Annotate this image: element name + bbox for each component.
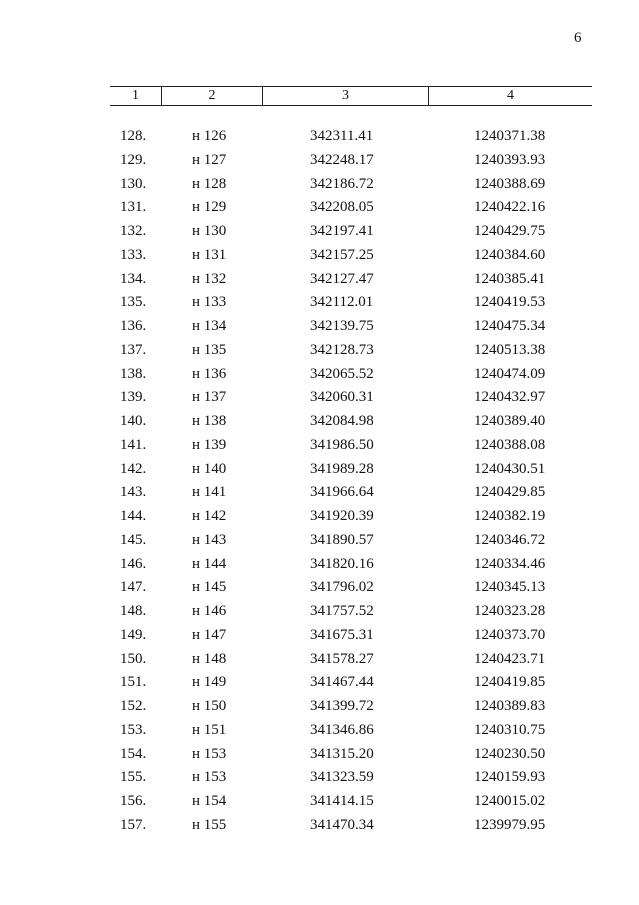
point-name: н 153 <box>192 745 227 762</box>
coordinate-y: 1240423.71 <box>474 650 546 667</box>
table-row <box>110 316 592 340</box>
coordinate-y: 1240429.85 <box>474 484 546 501</box>
point-name: н 135 <box>192 341 227 358</box>
coordinate-x: 342157.25 <box>310 246 374 263</box>
table-row <box>110 269 592 293</box>
point-name: н 151 <box>192 721 227 738</box>
point-name: н 153 <box>192 769 227 786</box>
row-number: 157. <box>120 816 147 833</box>
row-number: 138. <box>120 365 147 382</box>
coordinate-table-body <box>110 126 592 839</box>
coordinate-x: 341820.16 <box>310 555 374 572</box>
table-row <box>110 126 592 150</box>
row-number: 130. <box>120 175 147 192</box>
point-name: н 142 <box>192 508 227 524</box>
table-row <box>110 601 592 625</box>
row-number: 129. <box>120 151 147 168</box>
point-name: н 130 <box>192 223 227 239</box>
coordinate-x: 342311.41 <box>310 128 374 144</box>
row-number: 155. <box>120 769 147 786</box>
coordinate-y: 1240334.46 <box>474 555 546 572</box>
point-name: н 146 <box>192 603 227 619</box>
coordinate-y: 1240346.72 <box>474 531 546 548</box>
table-row <box>110 174 592 198</box>
coordinate-x: 341757.52 <box>310 603 374 619</box>
coordinate-y: 1240310.75 <box>474 721 546 738</box>
point-name: н 129 <box>192 199 227 216</box>
table-row <box>110 340 592 364</box>
point-name: н 139 <box>192 436 227 453</box>
point-name: н 132 <box>192 270 227 287</box>
coordinate-y: 1240159.93 <box>474 769 546 786</box>
table-row <box>110 744 592 768</box>
table-row <box>110 435 592 459</box>
table-row <box>110 696 592 720</box>
table-row <box>110 197 592 221</box>
coordinate-x: 341796.02 <box>310 579 374 596</box>
table-row <box>110 459 592 483</box>
table-row <box>110 530 592 554</box>
coordinate-y: 1240015.02 <box>474 793 546 809</box>
coordinate-x: 341470.34 <box>310 816 374 833</box>
row-number: 149. <box>120 626 147 643</box>
table-row <box>110 150 592 174</box>
row-number: 131. <box>120 199 147 216</box>
coordinate-y: 1240389.83 <box>474 698 546 714</box>
row-number: 146. <box>120 555 147 572</box>
point-name: н 150 <box>192 698 227 714</box>
row-number: 144. <box>120 508 147 524</box>
table-row <box>110 364 592 388</box>
coordinate-x: 342248.17 <box>310 151 374 168</box>
column-header-3: 3 <box>262 87 428 105</box>
row-number: 132. <box>120 223 147 239</box>
row-number: 156. <box>120 793 147 809</box>
row-number: 136. <box>120 318 147 334</box>
point-name: н 155 <box>192 816 227 833</box>
coordinate-y: 1240373.70 <box>474 626 546 643</box>
table-row <box>110 577 592 601</box>
coordinate-x: 341578.27 <box>310 650 374 667</box>
table-header <box>110 86 592 106</box>
table-row <box>110 387 592 411</box>
coordinate-x: 342208.05 <box>310 199 374 216</box>
coordinate-x: 341315.20 <box>310 745 374 762</box>
coordinate-y: 1240230.50 <box>474 745 546 762</box>
row-number: 142. <box>120 460 147 477</box>
coordinate-y: 1240432.97 <box>474 389 546 406</box>
coordinate-y: 1240513.38 <box>474 341 546 358</box>
row-number: 145. <box>120 531 147 548</box>
coordinate-x: 342127.47 <box>310 270 374 287</box>
point-name: н 137 <box>192 389 227 406</box>
row-number: 135. <box>120 294 147 311</box>
column-header-1: 1 <box>132 88 139 103</box>
coordinate-x: 342065.52 <box>310 365 374 382</box>
coordinate-y: 1240382.19 <box>474 508 546 524</box>
row-number: 140. <box>120 413 147 429</box>
coordinate-x: 342128.73 <box>310 341 374 358</box>
table-row <box>110 720 592 744</box>
coordinate-x: 341966.64 <box>310 484 374 501</box>
row-number: 150. <box>120 650 147 667</box>
row-number: 152. <box>120 698 147 714</box>
table-row <box>110 815 592 839</box>
coordinate-y: 1240385.41 <box>474 270 546 287</box>
page-number: 6 <box>574 30 582 46</box>
coordinate-x: 341346.86 <box>310 721 374 738</box>
row-number: 143. <box>120 484 147 501</box>
row-number: 147. <box>120 579 147 596</box>
coordinate-y: 1240419.53 <box>474 294 546 311</box>
table-row <box>110 245 592 269</box>
coordinate-x: 342084.98 <box>310 413 374 429</box>
coordinate-y: 1240388.08 <box>474 436 546 453</box>
point-name: н 126 <box>192 128 227 144</box>
coordinate-x: 341920.39 <box>310 508 374 524</box>
coordinate-x: 342112.01 <box>310 294 374 311</box>
point-name: н 140 <box>192 460 227 477</box>
point-name: н 133 <box>192 294 227 311</box>
row-number: 148. <box>120 603 147 619</box>
point-name: н 136 <box>192 365 227 382</box>
table-row <box>110 482 592 506</box>
table-row <box>110 506 592 530</box>
table-row <box>110 625 592 649</box>
coordinate-y: 1240371.38 <box>474 128 546 144</box>
row-number: 151. <box>120 674 147 691</box>
row-number: 133. <box>120 246 147 263</box>
coordinate-x: 342139.75 <box>310 318 374 334</box>
point-name: н 141 <box>192 484 227 501</box>
point-name: н 143 <box>192 531 227 548</box>
table-row <box>110 411 592 435</box>
coordinate-x: 342197.41 <box>310 223 374 239</box>
coordinate-y: 1240345.13 <box>474 579 546 596</box>
table-row <box>110 791 592 815</box>
point-name: н 131 <box>192 246 227 263</box>
coordinate-y: 1240430.51 <box>474 460 546 477</box>
point-name: н 144 <box>192 555 227 572</box>
row-number: 141. <box>120 436 147 453</box>
coordinate-x: 341989.28 <box>310 460 374 477</box>
coordinate-x: 341467.44 <box>310 674 374 691</box>
point-name: н 147 <box>192 626 227 643</box>
coordinate-y: 1240393.93 <box>474 151 546 168</box>
table-row <box>110 221 592 245</box>
coordinate-x: 341890.57 <box>310 531 374 548</box>
column-header-2: 2 <box>161 87 262 105</box>
point-name: н 148 <box>192 650 227 667</box>
point-name: н 154 <box>192 793 227 809</box>
column-header-4: 4 <box>428 87 592 105</box>
point-name: н 134 <box>192 318 227 334</box>
coordinate-x: 341414.15 <box>310 793 374 809</box>
table-row <box>110 292 592 316</box>
point-name: н 149 <box>192 674 227 691</box>
row-number: 128. <box>120 128 147 144</box>
coordinate-x: 341986.50 <box>310 436 374 453</box>
coordinate-y: 1240323.28 <box>474 603 546 619</box>
coordinate-x: 342060.31 <box>310 389 374 406</box>
coordinate-y: 1240389.40 <box>474 413 546 429</box>
coordinate-y: 1240475.34 <box>474 318 546 334</box>
row-number: 153. <box>120 721 147 738</box>
row-number: 139. <box>120 389 147 406</box>
coordinate-x: 341399.72 <box>310 698 374 714</box>
coordinate-x: 341323.59 <box>310 769 374 786</box>
coordinate-y: 1240384.60 <box>474 246 546 263</box>
point-name: н 128 <box>192 175 227 192</box>
coordinate-y: 1240429.75 <box>474 223 546 239</box>
row-number: 154. <box>120 745 147 762</box>
table-row <box>110 554 592 578</box>
table-row <box>110 672 592 696</box>
table-row <box>110 649 592 673</box>
coordinate-y: 1240388.69 <box>474 175 546 192</box>
coordinate-y: 1240419.85 <box>474 674 546 691</box>
coordinate-y: 1240474.09 <box>474 365 546 382</box>
point-name: н 145 <box>192 579 227 596</box>
table-row <box>110 767 592 791</box>
row-number: 137. <box>120 341 147 358</box>
coordinate-x: 342186.72 <box>310 175 374 192</box>
coordinate-y: 1239979.95 <box>474 816 546 833</box>
row-number: 134. <box>120 270 147 287</box>
coordinate-y: 1240422.16 <box>474 199 546 216</box>
point-name: н 138 <box>192 413 227 429</box>
point-name: н 127 <box>192 151 227 168</box>
coordinate-x: 341675.31 <box>310 626 374 643</box>
